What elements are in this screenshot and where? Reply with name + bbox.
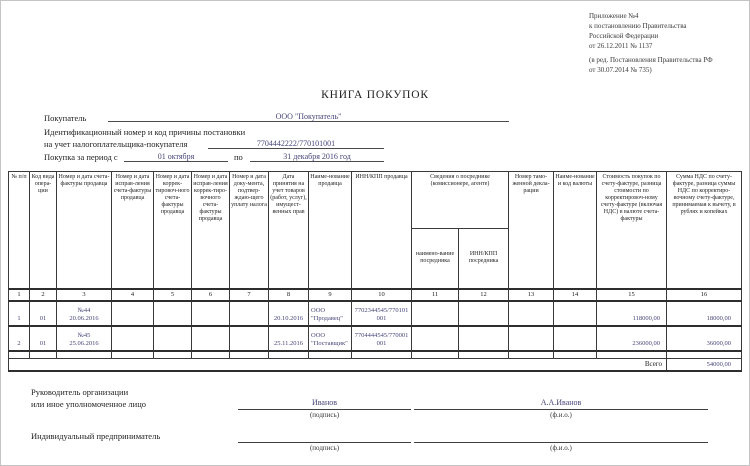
seller-name-cell: ООО "Поставщик"	[309, 326, 352, 351]
empty-cell	[412, 301, 459, 326]
signature-caption: (подпись)	[309, 411, 340, 419]
invoice-date: 20.06.2016	[69, 314, 99, 322]
annotation-line: Приложение №4	[589, 12, 639, 20]
seller-inn-cell: 7704444545/770001001	[352, 326, 412, 351]
col-header-8: Дата принятия на учет товаров (работ, услуг), имущест-венных прав	[269, 172, 309, 289]
vat-amount-cell: 36000,00	[667, 326, 742, 351]
col-number-16: 16	[667, 289, 742, 301]
empty-cell	[597, 351, 667, 359]
purchase-cost-cell: 236000,00	[597, 326, 667, 351]
col-number-13: 13	[509, 289, 554, 301]
empty-cell	[509, 301, 554, 326]
row-number-cell: 2	[9, 326, 30, 351]
empty-cell	[192, 326, 230, 351]
annotation-line: к постановлению Правительства	[589, 22, 687, 30]
total-row	[9, 359, 742, 371]
empty-cell	[112, 301, 154, 326]
empty-cell	[309, 351, 352, 359]
col-number-10: 10	[352, 289, 412, 301]
empty-cell	[554, 351, 597, 359]
purchase-cost-cell: 118000,00	[597, 301, 667, 326]
period-label: Покупка за период с	[44, 152, 118, 162]
leader-signature-value: Иванов	[311, 398, 338, 407]
empty-cell	[667, 351, 742, 359]
seller-inn-cell: 7702344545/770101001	[352, 301, 412, 326]
empty-cell	[112, 326, 154, 351]
invoice-number: №45	[77, 331, 91, 339]
col-number-1: 1	[9, 289, 30, 301]
invoice-cell	[57, 326, 112, 351]
total-label: Всего	[9, 359, 667, 371]
col-number-14: 14	[554, 289, 597, 301]
col-number-7: 7	[230, 289, 269, 301]
invoice-number: №44	[77, 306, 91, 314]
period-mid-label: по	[234, 152, 243, 162]
taxpayer-id-label-line2: на учет налогоплательщика-покупателя	[44, 139, 188, 149]
leader-name-line	[414, 409, 708, 410]
name-caption: (ф.и.о.)	[550, 444, 572, 452]
annotation-line: (в ред. Постановления Правительства РФ	[589, 56, 713, 64]
empty-cell	[459, 326, 509, 351]
empty-cell	[509, 326, 554, 351]
accept-date-cell: 25.11.2016	[269, 326, 309, 351]
col-number-9: 9	[309, 289, 352, 301]
col-number-12: 12	[459, 289, 509, 301]
empty-cell	[57, 351, 112, 359]
col-header-14: Наиме-нование и код валюты	[554, 172, 597, 289]
empty-cell	[192, 301, 230, 326]
signature-caption: (подпись)	[309, 444, 340, 452]
purchase-book-table	[8, 171, 742, 372]
empty-cell	[230, 351, 269, 359]
entrepreneur-signature-line	[238, 442, 411, 443]
annotation-line: от 30.07.2014 № 735)	[589, 66, 652, 74]
total-value: 54000,00	[667, 359, 742, 371]
period-from-field: 01 октября	[124, 151, 228, 162]
empty-cell	[154, 326, 192, 351]
col-header-3: Номер и дата счета-фактуры продавца	[57, 172, 112, 289]
col-number-11: 11	[412, 289, 459, 301]
col-number-15: 15	[597, 289, 667, 301]
vat-amount-cell: 18000,00	[667, 301, 742, 326]
col-header-13: Номер тамо-женной декла-рации	[509, 172, 554, 289]
operation-code-cell: 01	[30, 326, 57, 351]
col-header-7: Номер и дата доку-мента, подтвер-ждаю-щего уплату налога	[230, 172, 269, 289]
col-number-8: 8	[269, 289, 309, 301]
purchase-row	[9, 326, 742, 351]
leader-name-value: А.А.Иванов	[540, 398, 582, 407]
operation-code-cell: 01	[30, 301, 57, 326]
leader-signature-line	[238, 409, 411, 410]
regulation-annotation	[589, 11, 713, 75]
invoice-date: 25.06.2016	[69, 339, 99, 347]
empty-cell	[412, 326, 459, 351]
period-to-field: 31 декабря 2016 год	[250, 151, 384, 162]
col-header-10: ИНН/КПП продавца	[352, 172, 412, 289]
empty-cell	[459, 301, 509, 326]
empty-cell	[352, 351, 412, 359]
leader-label-line2: или иное уполномоченное лицо	[31, 399, 147, 409]
leader-label-line1: Руководитель организации	[31, 387, 129, 397]
annotation-line: Российской Федерации	[589, 32, 659, 40]
empty-cell	[269, 351, 309, 359]
col-header-5: Номер и дата коррек-тировоч-ного счета-фактуры продавца	[154, 172, 192, 289]
empty-cell	[230, 301, 269, 326]
purchase-row	[9, 301, 742, 326]
empty-cell	[230, 326, 269, 351]
col-number-5: 5	[154, 289, 192, 301]
col-header-4: Номер и дата исправ-ления счета-фактуры продавца	[112, 172, 154, 289]
empty-cell	[509, 351, 554, 359]
empty-cell	[554, 301, 597, 326]
accept-date-cell: 20.10.2016	[269, 301, 309, 326]
entrepreneur-name-line	[414, 442, 708, 443]
empty-cell	[412, 351, 459, 359]
empty-cell	[459, 351, 509, 359]
col-number-4: 4	[112, 289, 154, 301]
buyer-value-field: ООО "Покупатель"	[108, 111, 509, 122]
col-header-11: наимено-вание посредника	[412, 229, 459, 289]
blank-row	[9, 351, 742, 359]
entrepreneur-label: Индивидуальный предприниматель	[31, 431, 161, 441]
col-number-2: 2	[30, 289, 57, 301]
empty-cell	[9, 351, 30, 359]
col-number-3: 3	[57, 289, 112, 301]
col-header-15: Стоимость покупок по счету-фактуре, разница стоимости по корректировоч-ному счету-фактуре (включая НДС) в валюте счета-фактуры	[597, 172, 667, 289]
invoice-cell	[57, 301, 112, 326]
col-header-9: Наиме-нование продавца	[309, 172, 352, 289]
empty-cell	[112, 351, 154, 359]
row-number-cell: 1	[9, 301, 30, 326]
col-header-12: ИНН/КПП посредника	[459, 229, 509, 289]
col-number-6: 6	[192, 289, 230, 301]
buyer-label: Покупатель	[44, 113, 87, 123]
name-caption: (ф.и.о.)	[550, 411, 572, 419]
empty-cell	[154, 351, 192, 359]
empty-cell	[554, 326, 597, 351]
col-header-2: Код вида опера-ции	[30, 172, 57, 289]
col-header-6: Номер и дата исправ-ления коррек-тиро-вочного счета-фактуры продавца	[192, 172, 230, 289]
taxpayer-id-value-field: 7704442222/770101001	[208, 138, 384, 149]
annotation-line: от 26.12.2011 № 1137	[589, 42, 653, 50]
page-title: КНИГА ПОКУПОК	[321, 89, 429, 101]
taxpayer-id-label-line1: Идентификационный номер и код причины постановки	[44, 127, 246, 137]
seller-name-cell: ООО "Продавец"	[309, 301, 352, 326]
empty-cell	[30, 351, 57, 359]
col-header-16: Сумма НДС по счету-фактуре, разница суммы НДС по корректиро-вочному счету-фактуре, принимаемая к вычету, в рублях и копейках	[667, 172, 742, 289]
empty-cell	[154, 301, 192, 326]
empty-cell	[192, 351, 230, 359]
col-header-1: № п/п	[9, 172, 30, 289]
broker-group-header: Сведения о посреднике (комиссионере, агенте)	[412, 172, 509, 229]
